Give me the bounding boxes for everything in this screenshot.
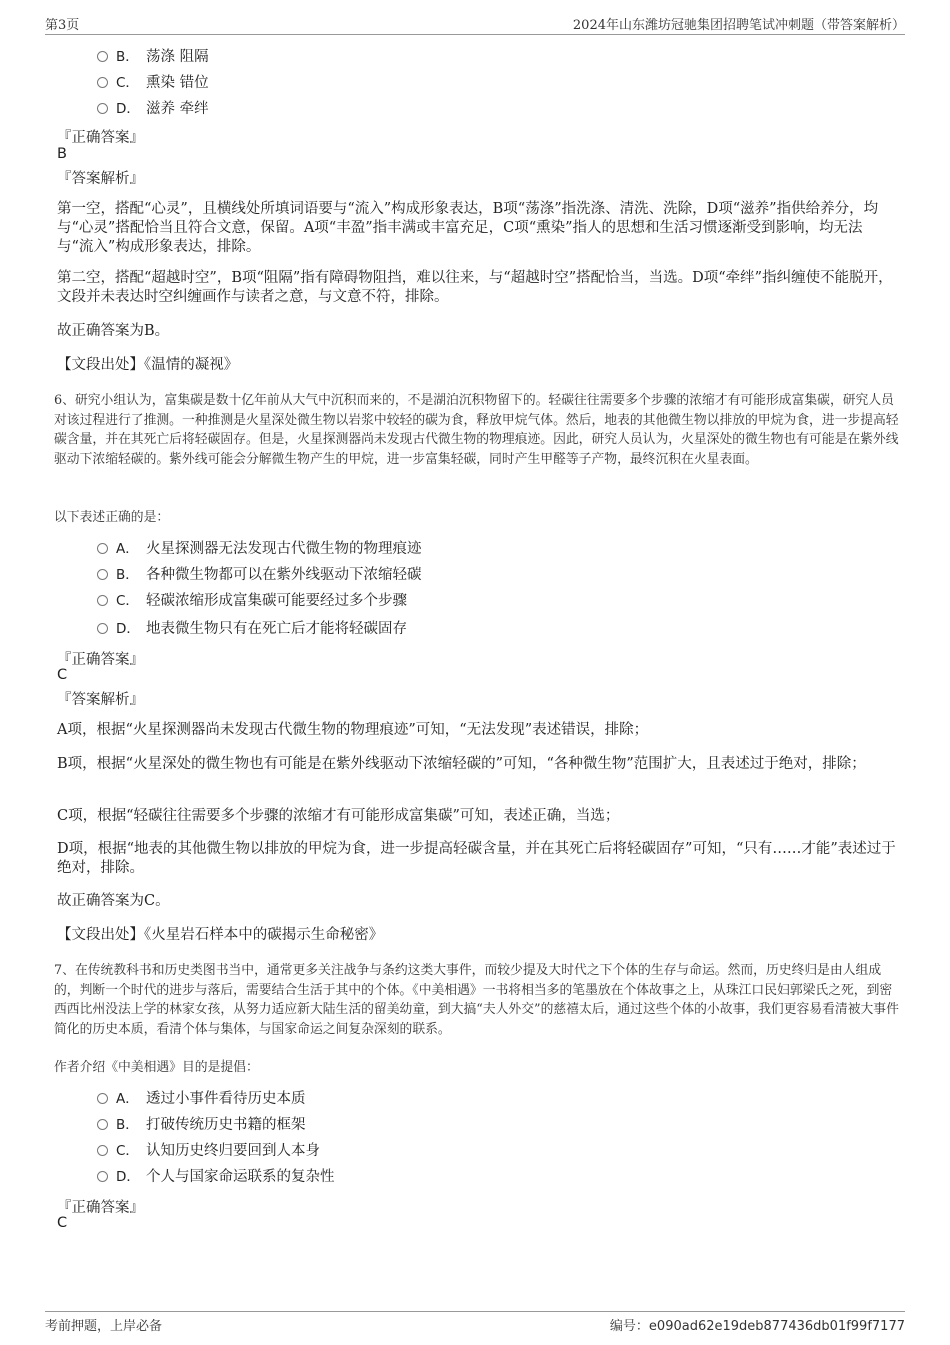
analysis-paragraph: D项，根据“地表的其他微生物以排放的甲烷为食，进一步提高轻碳含量，并在其死亡后将轻碳固存”可知，“只有……才能”表述过于绝对，排除。 (57, 841, 896, 876)
radio-icon[interactable] (97, 569, 108, 580)
radio-icon[interactable] (97, 1093, 108, 1104)
page-footer (45, 1311, 905, 1334)
source-citation: 【文段出处】《火星岩石样本中的碳揭示生命秘密》 (57, 927, 384, 943)
question-stem: 6、研究小组认为，富集碳是数十亿年前从大气中沉积而来的，不是湖泊沉积物留下的。轻碳往往需要多个步骤的浓缩才有可能形成富集碳，研究人员对该过程进行了推测。一种推测是火星深处微生物以岩浆中较轻的碳为食，释放甲烷气体。然后，地表的其他微生物以排放的甲烷为食，进一步提高轻碳含量，并在其死亡后将轻碳固存。但是，火星探测器尚未发现古代微生物的物理痕迹。因此，研究人员认为，火星深处的微生物也有可能是在紫外线驱动下浓缩轻碳的。紫外线可能会分解微生物产生的甲烷，进一步富集轻碳，同时产生甲醛等子产物，最终沉积在火星表面。 (54, 393, 899, 467)
analysis-paragraph: A项，根据“火星探测器尚未发现古代微生物的物理痕迹”可知，“无法发现”表述错误，排除； (57, 722, 649, 738)
radio-icon[interactable] (97, 103, 108, 114)
source-citation: 【文段出处】《温情的凝视》 (57, 357, 239, 373)
option-q7-c[interactable]: C． 认知历史终归要回到人本身 (97, 1141, 320, 1161)
answer-label: 『正确答案』 (57, 130, 144, 146)
analysis-paragraph: C项，根据“轻碳往往需要多个步骤的浓缩才有可能形成富集碳”可知，表述正确，当选； (57, 808, 620, 824)
analysis-conclusion: 故正确答案为C。 (57, 893, 170, 909)
analysis-conclusion: 故正确答案为B。 (57, 323, 170, 339)
radio-icon[interactable] (97, 1119, 108, 1130)
footer-slogan: 考前押题，上岸必备 (45, 1319, 163, 1334)
radio-icon[interactable] (97, 1145, 108, 1156)
option-q6-a[interactable]: A． 火星探测器无法发现古代微生物的物理痕迹 (97, 539, 422, 559)
answer-value: B (57, 146, 67, 162)
option-q5-d[interactable]: D． 滋养 牵绊 (97, 99, 209, 119)
question-prompt: 作者介绍《中美相遇》目的是提倡： (54, 1060, 259, 1075)
document-title: 2024年山东潍坊冠驰集团招聘笔试冲刺题（带答案解析） (572, 18, 905, 33)
option-q6-b[interactable]: B． 各种微生物都可以在紫外线驱动下浓缩轻碳 (97, 565, 422, 585)
option-q6-d[interactable]: D． 地表微生物只有在死亡后才能将轻碳固存 (97, 619, 407, 639)
document-id: 编号：e090ad62e19deb877436db01f99f7177 (609, 1319, 905, 1334)
radio-icon[interactable] (97, 595, 108, 606)
option-q5-b[interactable]: B． 荡涤 阻隔 (97, 47, 209, 67)
answer-label: 『正确答案』 (57, 652, 144, 668)
answer-value: C (57, 1215, 68, 1231)
radio-icon[interactable] (97, 1171, 108, 1182)
analysis-paragraph: 第二空，搭配“超越时空”，B项“阻隔”指有障碍物阻挡，难以往来，与“超越时空”搭配恰当，当选。D项“牵绊”指纠缠使不能脱开，文段并未表达时空纠缠画作与读者之意，与文意不符，排除。 (57, 270, 893, 305)
option-q5-c[interactable]: C． 熏染 错位 (97, 73, 209, 93)
question-stem: 7、在传统教科书和历史类图书当中，通常更多关注战争与条约这类大事件，而较少提及大时代之下个体的生存与命运。然而，历史终归是由人组成的，判断一个时代的进步与落后，需要结合生活于其中的个体。《中美相遇》一书将相当多的笔墨放在个体故事之上，从珠江口民妇郭梁氏之死，到密西西比州没法上学的林家女孩，从努力适应新大陆生活的留美幼童，到大搞“夫人外交”的慈禧太后，通过这些个体的小故事，我们更容易看清被大事件简化的历史本质，看清个体与集体，与国家命运之间复杂深刻的联系。 (54, 963, 899, 1037)
option-q7-a[interactable]: A． 透过小事件看待历史本质 (97, 1089, 306, 1109)
page-number: 第3页 (45, 18, 80, 33)
analysis-label: 『答案解析』 (57, 171, 144, 187)
radio-icon[interactable] (97, 77, 108, 88)
analysis-paragraph: B项，根据“火星深处的微生物也有可能是在紫外线驱动下浓缩轻碳的”可知，“各种微生物”范围扩大，且表述过于绝对，排除； (57, 756, 866, 772)
option-q6-c[interactable]: C． 轻碳浓缩形成富集碳可能要经过多个步骤 (97, 591, 407, 611)
radio-icon[interactable] (97, 51, 108, 62)
answer-label: 『正确答案』 (57, 1200, 144, 1216)
option-q7-d[interactable]: D． 个人与国家命运联系的复杂性 (97, 1167, 335, 1187)
radio-icon[interactable] (97, 623, 108, 634)
option-q7-b[interactable]: B． 打破传统历史书籍的框架 (97, 1115, 306, 1135)
analysis-label: 『答案解析』 (57, 692, 144, 708)
question-prompt: 以下表述正确的是： (54, 510, 170, 525)
page-header (45, 14, 905, 35)
analysis-paragraph: 第一空，搭配“心灵”，且横线处所填词语要与“流入”构成形象表达，B项“荡涤”指洗涤、清洗、洗除，D项“滋养”指供给养分，均与“心灵”搭配恰当且符合文意，保留。A项“丰盈”指丰满或丰富充足，C项“熏染”指人的思想和生活习惯逐渐受到影响，均无法与“流入”构成形象表达，排除。 (57, 201, 879, 255)
radio-icon[interactable] (97, 543, 108, 554)
answer-value: C (57, 667, 68, 683)
